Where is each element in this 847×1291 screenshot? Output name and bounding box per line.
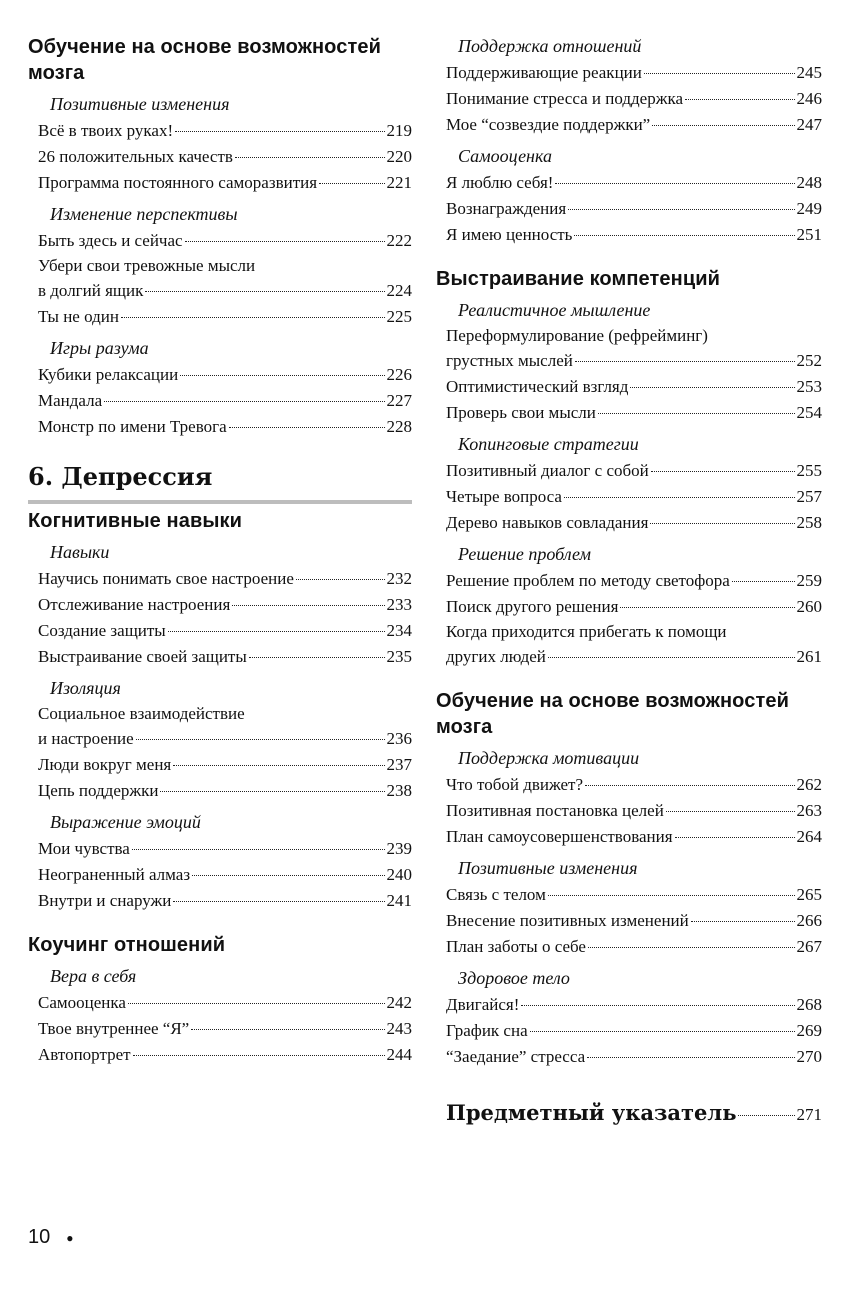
page-number: 10 xyxy=(28,1226,51,1248)
toc-entry[interactable]: Отслеживание настроения 233 xyxy=(38,595,412,614)
toc-entry[interactable]: Мое “созвездие поддержки” 247 xyxy=(446,115,822,134)
subsection-heading: Поддержка мотивации xyxy=(458,748,640,768)
subsection-heading: Самооценка xyxy=(458,146,552,166)
toc-entry[interactable]: Кубики релаксации 226 xyxy=(38,365,412,384)
chapter-title: 6. Депрессия xyxy=(28,462,213,491)
subsection-heading: Изоляция xyxy=(50,678,121,698)
toc-entry[interactable]: Убери свои тревожные мысли в долгий ящик 224 xyxy=(38,256,412,300)
toc-entry[interactable]: Ты не один 225 xyxy=(38,307,412,326)
toc-entry[interactable]: Мои чувства 239 xyxy=(38,839,412,858)
subsection-heading: Позитивные изменения xyxy=(50,94,230,114)
subsection-heading: Решение проблем xyxy=(458,544,592,564)
toc-entry[interactable]: Оптимистический взгляд 253 xyxy=(446,377,822,396)
toc-entry[interactable]: Поиск другого решения 260 xyxy=(446,597,822,616)
subsection-heading: Выражение эмоций xyxy=(50,812,201,832)
toc-entry[interactable]: 26 положительных качеств 220 xyxy=(38,147,412,166)
toc-entry[interactable]: Четыре вопроса 257 xyxy=(446,487,822,506)
toc-entry[interactable]: Люди вокруг меня 237 xyxy=(38,755,412,774)
subsection-heading: Навыки xyxy=(50,542,110,562)
toc-entry[interactable]: Понимание стресса и поддержка 246 xyxy=(446,89,822,108)
toc-entry[interactable]: Связь с телом 265 xyxy=(446,885,822,904)
toc-entry[interactable]: Выстраивание своей защиты 235 xyxy=(38,647,412,666)
section-heading: Коучинг отношений xyxy=(28,934,226,956)
toc-entry[interactable]: Переформулирование (рефрейминг) грустных мыслей 252 xyxy=(446,326,822,370)
index-entry[interactable]: Предметный указатель 271 xyxy=(446,1100,822,1125)
section-heading: Обучение на основе возможностей мозга xyxy=(436,690,789,738)
toc-entry[interactable]: Позитивная постановка целей 263 xyxy=(446,801,822,820)
toc-entry[interactable]: Когда приходится прибегать к помощи других людей 261 xyxy=(446,622,822,666)
toc-entry[interactable]: Внутри и снаружи 241 xyxy=(38,891,412,910)
toc-entry[interactable]: Мандала 227 xyxy=(38,391,412,410)
toc-entry[interactable]: Научись понимать свое настроение 232 xyxy=(38,569,412,588)
toc-entry[interactable]: Неограненный алмаз 240 xyxy=(38,865,412,884)
toc-entry[interactable]: “Заедание” стресса 270 xyxy=(446,1047,822,1066)
subsection-heading: Изменение перспективы xyxy=(50,204,238,224)
toc-entry[interactable]: Цепь поддержки 238 xyxy=(38,781,412,800)
toc-entry[interactable]: Создание защиты 234 xyxy=(38,621,412,640)
toc-entry[interactable]: Самооценка 242 xyxy=(38,993,412,1012)
toc-entry[interactable]: Я люблю себя! 248 xyxy=(446,173,822,192)
toc-entry[interactable]: Быть здесь и сейчас 222 xyxy=(38,231,412,250)
toc-entry[interactable]: График сна 269 xyxy=(446,1021,822,1040)
subsection-heading: Позитивные изменения xyxy=(458,858,638,878)
section-heading: Обучение на основе возможностей мозга xyxy=(28,36,381,84)
chapter-divider xyxy=(28,500,412,504)
subsection-heading: Копинговые стратегии xyxy=(458,434,639,454)
toc-entry[interactable]: Внесение позитивных изменений 266 xyxy=(446,911,822,930)
toc-entry[interactable]: Социальное взаимодействие и настроение 236 xyxy=(38,704,412,748)
subsection-heading: Вера в себя xyxy=(50,966,137,986)
toc-entry[interactable]: План самоусовершенствования 264 xyxy=(446,827,822,846)
subsection-heading: Здоровое тело xyxy=(458,968,570,988)
subsection-heading: Реалистичное мышление xyxy=(458,300,651,320)
page-footer xyxy=(28,1226,74,1249)
toc-right-column xyxy=(436,34,822,1125)
toc-entry[interactable]: Проверь свои мысли 254 xyxy=(446,403,822,422)
toc-entry[interactable]: Твое внутреннее “Я” 243 xyxy=(38,1019,412,1038)
toc-left-column xyxy=(28,34,412,1068)
toc-entry[interactable]: Двигайся! 268 xyxy=(446,995,822,1014)
toc-entry[interactable]: Всё в твоих руках! 219 xyxy=(38,121,412,140)
subsection-heading: Поддержка отношений xyxy=(458,36,642,56)
toc-entry[interactable]: Программа постоянного саморазвития 221 xyxy=(38,173,412,192)
subsection-heading: Игры разума xyxy=(50,338,149,358)
bullet-icon: ● xyxy=(66,1230,74,1245)
toc-entry[interactable]: План заботы о себе 267 xyxy=(446,937,822,956)
toc-entry[interactable]: Поддерживающие реакции 245 xyxy=(446,63,822,82)
toc-entry[interactable]: Я имею ценность 251 xyxy=(446,225,822,244)
toc-entry[interactable]: Автопортрет 244 xyxy=(38,1045,412,1064)
toc-entry[interactable]: Решение проблем по методу светофора 259 xyxy=(446,571,822,590)
toc-entry[interactable]: Монстр по имени Тревога 228 xyxy=(38,417,412,436)
section-heading: Когнитивные навыки xyxy=(28,510,243,532)
toc-entry[interactable]: Вознаграждения 249 xyxy=(446,199,822,218)
toc-entry[interactable]: Позитивный диалог с собой 255 xyxy=(446,461,822,480)
toc-entry[interactable]: Что тобой движет? 262 xyxy=(446,775,822,794)
toc-entry[interactable]: Дерево навыков совладания 258 xyxy=(446,513,822,532)
section-heading: Выстраивание компетенций xyxy=(436,268,721,290)
